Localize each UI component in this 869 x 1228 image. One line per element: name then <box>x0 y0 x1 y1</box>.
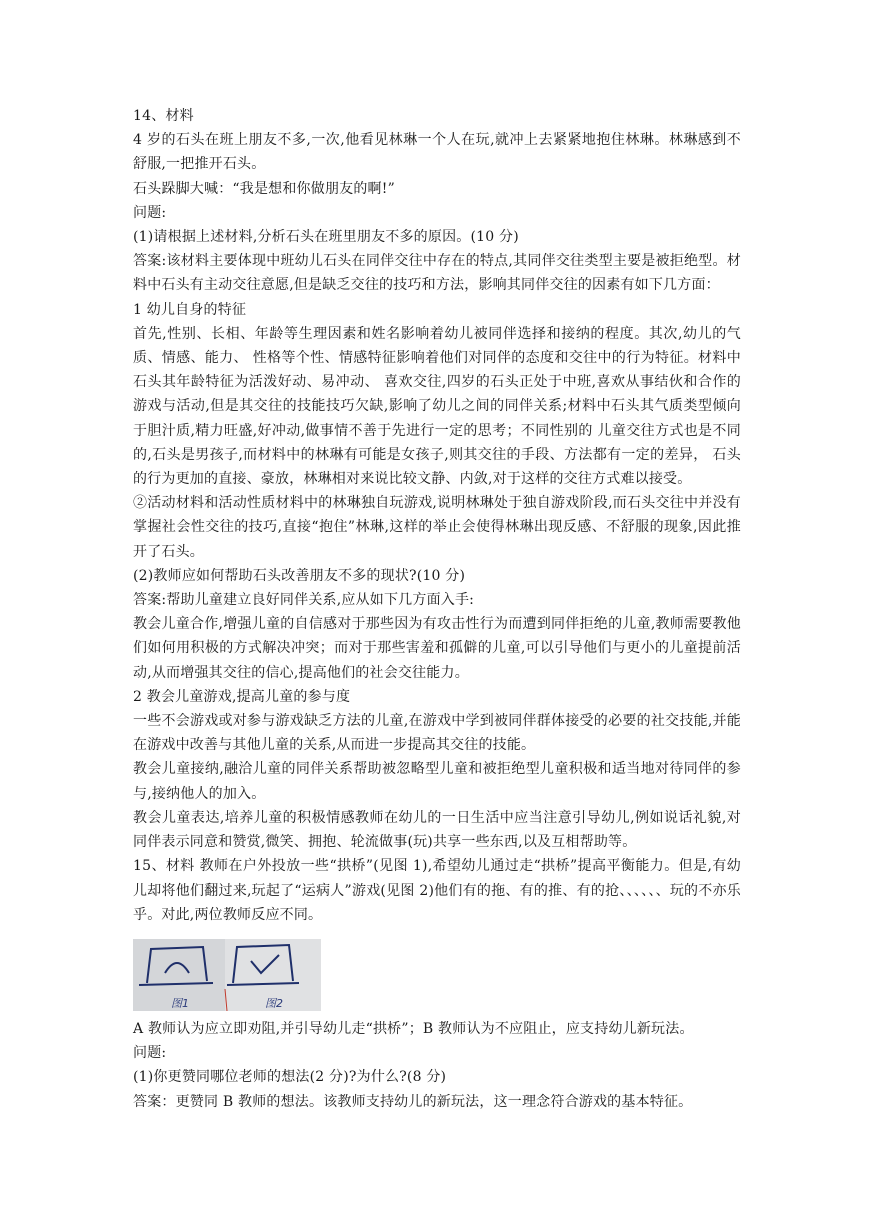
figure-labels <box>133 995 321 1011</box>
answer-2-point-2-title: 2 教会儿童游戏,提高儿童的参与度 <box>133 688 351 705</box>
answer-2-point-2-body: 一些不会游戏或对参与游戏缺乏方法的儿童,在游戏中学到被同伴群体接受的必要的社交技能,并能在游戏中改善与其他儿童的关系,从而进一步提高其交往的技能。 <box>133 713 741 754</box>
answer-2-point-3: 教会儿童接纳,融洽儿童的同伴关系帮助被忽略型儿童和被拒绝型儿童积极和适当地对待同伴的参与,接纳他人的加入。 <box>133 761 741 802</box>
answer-1-point-1-title: 1 幼儿自身的特征 <box>133 301 247 318</box>
document-page <box>133 104 741 1114</box>
question-label-15: 问题: <box>133 1045 167 1062</box>
answer-1-point-1-body: 首先,性别、长相、年龄等生理因素和姓名影响着幼儿被同伴选择和接纳的程度。其次,幼儿的气质、情感、能力、 性格等个性、情感特征影响着他们对同伴的态度和交往中的行为特征。材料中石头其年龄特征为活泼好动、易冲动、 喜欢交往,四岁的石头正处于中班,喜欢从事结伙和合作的游戏与活动,但是其交往的技能技巧欠缺,影响了幼儿之间的同伴关系;材料中石头其气质类型倾向于胆汁质,精力旺盛,好冲动,做事情不善于先进行一定的思考；不同性别的 儿童交往方式也是不同的,石头是男孩子,而材料中的林琳有可能是女孩子,则其交往的手段、方法都有一定的差异， 石头的行为更加的直接、豪放，林琳相对来说比较文静、内敛,对于这样的交往方式难以接受。 <box>133 325 741 488</box>
teacher-opinions: A 教师认为应立即劝阻,并引导幼儿走“拱桥”；B 教师认为不应阻止，应支持幼儿新玩法。 <box>133 1020 694 1037</box>
answer-15-1: 答案：更赞同 B 教师的想法。该教师支持幼儿的新玩法，这一理念符合游戏的基本特征。 <box>133 1093 693 1110</box>
arch-bridge-figure <box>133 939 321 1011</box>
material-quote: 石头跺脚大喊：“我是想和你做朋友的啊!” <box>133 180 395 197</box>
sub-question-2: (2)教师应如何帮助石头改善朋友不多的现状?(10 分) <box>133 567 466 584</box>
sub-question-1: (1)请根据上述材料,分析石头在班里朋友不多的原因。(10 分) <box>133 229 519 246</box>
figure-1-label: 图1 <box>171 996 189 1010</box>
sub-question-15-1: (1)你更赞同哪位老师的想法(2 分)?为什么?(8 分) <box>133 1069 447 1086</box>
material-text: 4 岁的石头在班上朋友不多,一次,他看见林琳一个人在玩,就冲上去紧紧地抱住林琳。林琳感到不舒服,一把推开石头。 <box>133 132 741 173</box>
answer-2-intro: 答案:帮助儿童建立良好同伴关系,应从如下几方面入手: <box>133 592 475 609</box>
answer-1-intro: 答案:该材料主要体现中班幼儿石头在同伴交往中存在的特点,其同伴交往类型主要是被拒绝型。材料中石头有主动交往意愿,但是缺乏交往的技巧和方法，影响其同伴交往的因素有如下几方面： <box>133 253 741 294</box>
question-label: 问题: <box>133 204 167 221</box>
figure-2-label: 图2 <box>265 996 283 1010</box>
answer-2-point-1: 教会儿童合作,增强儿童的自信感对于那些因为有攻击性行为而遭到同伴拒绝的儿童,教师需要教他们如何用积极的方式解决冲突；而对于那些害羞和孤僻的儿童,可以引导他们与更小的儿童提前活动,从而增强其交往的信心,提高他们的社会交往能力。 <box>133 616 741 681</box>
answer-1-point-2: ②活动材料和活动性质材料中的林琳独自玩游戏,说明林琳处于独自游戏阶段,而石头交往中并没有掌握社会性交往的技巧,直接“抱住”林琳,这样的举止会使得林琳出现反感、不舒服的现象,因此推开了石头。 <box>133 495 741 560</box>
answer-2-point-4: 教会儿童表达,培养儿童的积极情感教师在幼儿的一日生活中应当注意引导幼儿,例如说话礼貌,对同伴表示同意和赞赏,微笑、拥抱、轮流做事(玩)共享一些东西,以及互相帮助等。 <box>133 809 741 851</box>
question-14-heading: 14、材料 <box>133 108 194 124</box>
question-15-material: 15、材料 教师在户外投放一些“拱桥”(见图 1),希望幼儿通过走“拱桥”提高平衡能力。但是,有幼儿却将他们翻过来,玩起了“运病人”游戏(见图 2)他们有的拖、有的推、有的抢、、、、、、玩的不亦乐乎。对此,两位教师反应不同。 <box>133 858 741 923</box>
